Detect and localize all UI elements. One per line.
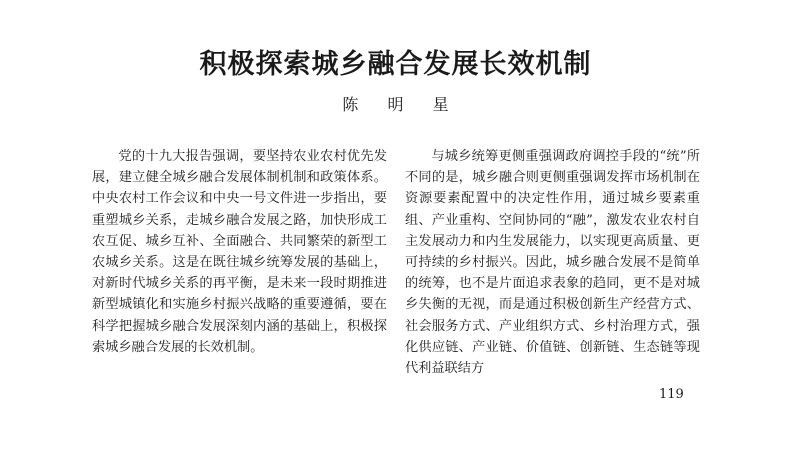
article-title: 积极探索城乡融合发展长效机制: [199, 49, 592, 80]
right-column-paragraph: 与城乡统筹更侧重强调政府调控手段的“统”所不同的是，城乡融合则更侧重强调发挥市场机制在资源要素配置中的决定性作用，通过城乡要素重组、产业重构、空间协同的“融”，激发农业农村自主发展动力和内生发展能力，以实现更高质量、更可持续的乡村振兴。因此，城乡融合发展不是简单的统筹，也不是片面追求表象的趋同，更不是对城乡失衡的无视，而是通过积极创新生产经营方式、社会服务方式、产业组织方式、乡村治理方式，强化供应链、产业链、价值链、创新链、生态链等现代利益联结方: [405, 149, 700, 377]
page-number: 119: [659, 387, 684, 402]
left-column-paragraph: 党的十九大报告强调，要坚持农业农村优先发展，建立健全城乡融合发展体制机制和政策体系。中央农村工作会议和中央一号文件进一步指出，要重塑城乡关系，走城乡融合发展之路，加快形成工农互促、城乡互补、全面融合、共同繁荣的新型工农城乡关系。这是在既往城乡统筹发展的基础上，对新时代城乡关系的再平衡，是未来一段时期推进新型城镇化和实施乡村振兴战略的重要遵循，要在科学把握城乡融合发展深刻内涵的基础上，积极探索城乡融合发展的长效机制。: [92, 149, 387, 355]
right-column: [405, 146, 700, 379]
left-column: [92, 146, 387, 358]
article-author: 陈 明 星: [342, 95, 461, 114]
